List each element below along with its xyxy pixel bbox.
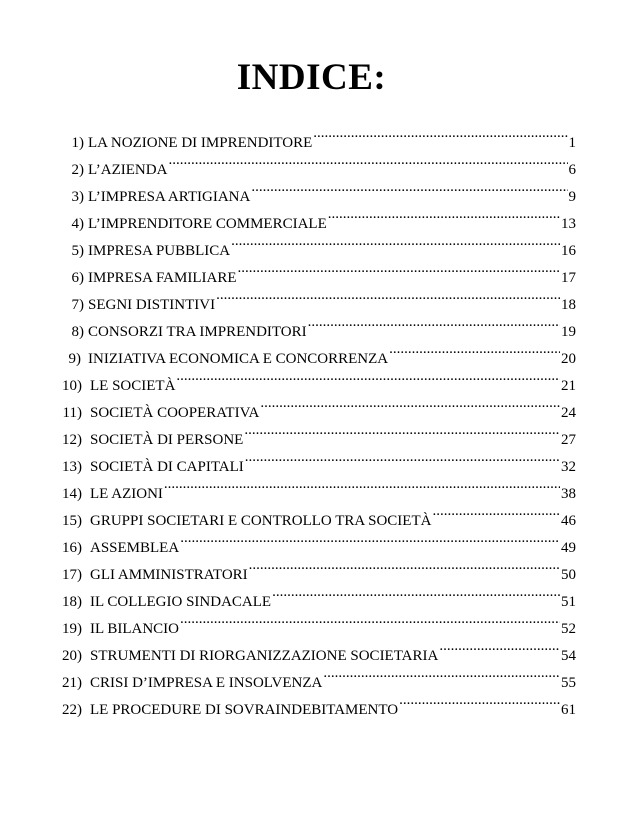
toc-dot-leader <box>168 147 567 174</box>
toc-entry-page: 46 <box>561 513 576 529</box>
toc-entry-label: CONSORZI TRA IMPRENDITORI <box>88 324 307 340</box>
toc-entry-page: 17 <box>561 270 576 286</box>
toc-entry-label: CRISI D’IMPRESA E INSOLVENZA <box>90 675 323 691</box>
table-of-contents <box>60 120 576 718</box>
toc-entry-number: 11) <box>62 405 82 421</box>
toc-entry-page: 61 <box>561 702 576 718</box>
toc-dot-leader <box>260 390 560 417</box>
toc-entry-number: 7) <box>71 297 84 313</box>
toc-entry-page: 1 <box>568 135 576 151</box>
toc-dot-leader <box>216 282 560 309</box>
toc-entry-label: L’AZIENDA <box>88 162 168 178</box>
toc-entry-label: SOCIETÀ DI CAPITALI <box>90 459 244 475</box>
toc-dot-leader <box>238 255 561 282</box>
toc-entry-label: INIZIATIVA ECONOMICA E CONCORRENZA <box>88 351 389 367</box>
toc-entry-page: 20 <box>561 351 576 367</box>
toc-entry-label: SOCIETÀ COOPERATIVA <box>90 405 260 421</box>
toc-entry-page: 19 <box>561 324 576 340</box>
toc-entry-label: LE SOCIETÀ <box>90 378 176 394</box>
toc-entry-page: 6 <box>568 162 576 178</box>
toc-entry-page: 27 <box>561 432 576 448</box>
toc-entry-page: 16 <box>561 243 576 259</box>
toc-entry-label: L’IMPRESA ARTIGIANA <box>88 189 251 205</box>
page-title: INDICE: <box>236 57 387 98</box>
toc-entry-number: 20) <box>62 648 82 664</box>
toc-entry-page: 9 <box>568 189 576 205</box>
toc-entry-number: 8) <box>71 324 84 340</box>
toc-dot-leader <box>245 444 560 471</box>
toc-entry-page: 54 <box>561 648 576 664</box>
toc-entry-page: 38 <box>561 486 576 502</box>
toc-entry-number: 3) <box>71 189 84 205</box>
toc-dot-leader <box>249 552 560 579</box>
toc-dot-leader <box>308 309 560 336</box>
toc-entry-label: STRUMENTI DI RIORGANIZZAZIONE SOCIETARIA <box>90 648 439 664</box>
toc-dot-leader <box>323 660 560 687</box>
toc-entry-number: 5) <box>71 243 84 259</box>
toc-entry-number: 16) <box>62 540 82 556</box>
toc-entry-label: IMPRESA FAMILIARE <box>88 270 237 286</box>
toc-dot-leader <box>176 363 560 390</box>
toc-dot-leader <box>432 498 560 525</box>
toc-entry-number: 14) <box>62 486 82 502</box>
toc-entry-number: 10) <box>62 378 82 394</box>
toc-entry-number: 18) <box>62 594 82 610</box>
toc-entry-label: LE PROCEDURE DI SOVRAINDEBITAMENTO <box>90 702 399 718</box>
toc-entry-label: LA NOZIONE DI IMPRENDITORE <box>88 135 313 151</box>
toc-dot-leader <box>439 633 560 660</box>
toc-dot-leader <box>180 525 560 552</box>
toc-entry-number: 21) <box>62 675 82 691</box>
toc-entry-number: 2) <box>71 162 84 178</box>
toc-entry[interactable] <box>60 120 576 151</box>
toc-entry-page: 51 <box>561 594 576 610</box>
toc-entry-label: LE AZIONI <box>90 486 163 502</box>
toc-entry-number: 17) <box>62 567 82 583</box>
toc-entry-label: GLI AMMINISTRATORI <box>90 567 248 583</box>
toc-entry-label: SEGNI DISTINTIVI <box>88 297 216 313</box>
toc-entry-page: 55 <box>561 675 576 691</box>
toc-entry-page: 13 <box>561 216 576 232</box>
toc-entry-number: 15) <box>62 513 82 529</box>
toc-dot-leader <box>399 687 560 714</box>
toc-entry-label: L’IMPRENDITORE COMMERCIALE <box>88 216 327 232</box>
toc-entry-label: IL COLLEGIO SINDACALE <box>90 594 272 610</box>
toc-dot-leader <box>328 201 560 228</box>
toc-entry-number: 9) <box>68 351 81 367</box>
toc-entry-page: 21 <box>561 378 576 394</box>
toc-entry-number: 6) <box>71 270 84 286</box>
toc-entry-label: SOCIETÀ DI PERSONE <box>90 432 244 448</box>
toc-dot-leader <box>180 606 560 633</box>
toc-entry-page: 52 <box>561 621 576 637</box>
toc-entry-page: 18 <box>561 297 576 313</box>
toc-entry-page: 49 <box>561 540 576 556</box>
toc-dot-leader <box>389 336 560 363</box>
toc-entry-label: IMPRESA PUBBLICA <box>88 243 231 259</box>
toc-entry-page: 24 <box>561 405 576 421</box>
toc-entry-number: 12) <box>62 432 82 448</box>
toc-dot-leader <box>251 174 567 201</box>
toc-entry-label: ASSEMBLEA <box>90 540 180 556</box>
toc-entry-number: 13) <box>62 459 82 475</box>
toc-dot-leader <box>313 120 567 147</box>
toc-dot-leader <box>272 579 560 606</box>
toc-dot-leader <box>164 471 560 498</box>
toc-entry-number: 19) <box>62 621 82 637</box>
toc-entry-label: IL BILANCIO <box>90 621 180 637</box>
toc-entry-page: 32 <box>561 459 576 475</box>
toc-entry-number: 22) <box>62 702 82 718</box>
toc-entry-page: 50 <box>561 567 576 583</box>
toc-entry-number: 4) <box>71 216 84 232</box>
toc-entry-label: GRUPPI SOCIETARI E CONTROLLO TRA SOCIETÀ <box>90 513 432 529</box>
toc-entry-number: 1) <box>71 135 84 151</box>
toc-dot-leader <box>231 228 560 255</box>
toc-dot-leader <box>244 417 560 444</box>
